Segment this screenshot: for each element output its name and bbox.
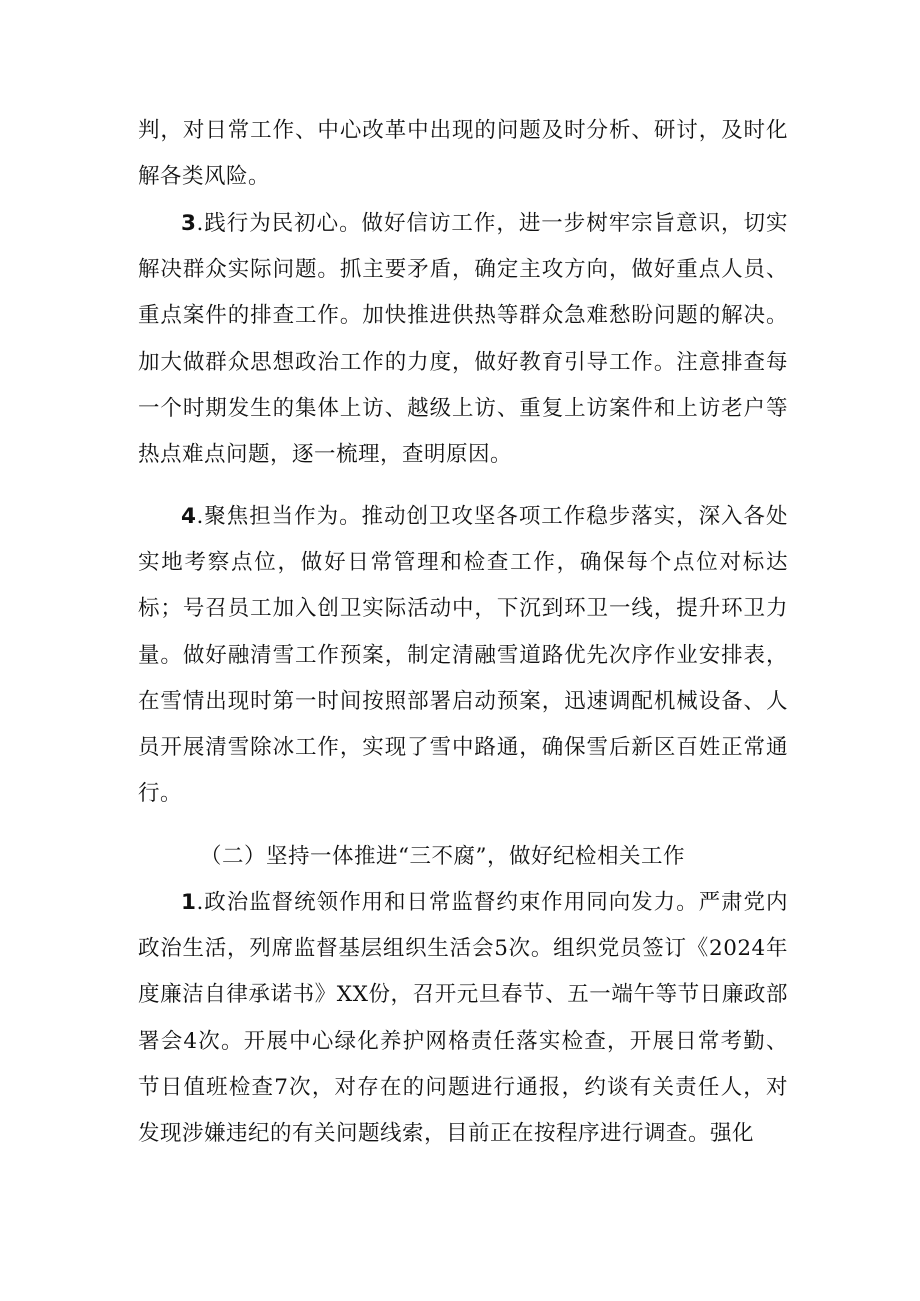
paragraph-number: 4 bbox=[181, 504, 197, 529]
paragraph-text: .聚焦担当作为。推动创卫攻坚各项工作稳步落实，深入各处实地考察点位，做好日常管理和检查工作，确保每个点位对标达标；号召员工加入创卫实际活动中，下沉到环卫一线，提升环卫力量。做好融清雪工作预案，制定清融雪道路优先次序作业安排表，在雪情出现时第一时间按照部署启动预案，迅速调配机械设备、人员开展清雪除冰工作，实现了雪中路通，确保雪后新区百姓正常通行。 bbox=[138, 504, 788, 807]
paragraph-continuation bbox=[138, 108, 788, 200]
paragraph-number: 1 bbox=[181, 890, 197, 915]
paragraph-3 bbox=[138, 201, 788, 478]
paragraph-text: 判，对日常工作、中心改革中出现的问题及时分析、研讨，及时化解各类风险。 bbox=[138, 118, 788, 190]
paragraph-number: 3 bbox=[181, 211, 197, 236]
paragraph-4 bbox=[138, 494, 788, 817]
paragraph-text: .践行为民初心。做好信访工作，进一步树牢宗旨意识，切实解决群众实际问题。抓主要矛盾，确定主攻方向，做好重点人员、重点案件的排查工作。加快推进供热等群众急难愁盼问题的解决。加大做群众思想政治工作的力度，做好教育引导工作。注意排查每一个时期发生的集体上访、越级上访、重复上访案件和上访老户等热点难点问题，逐一梳理，查明原因。 bbox=[138, 211, 788, 468]
paragraph-1 bbox=[138, 880, 788, 1157]
section-heading: （二）坚持一体推进“三不腐”，做好纪检相关工作 bbox=[200, 844, 685, 869]
paragraph-text: .政治监督统领作用和日常监督约束作用同向发力。严肃党内政治生活，列席监督基层组织生活会5次。组织党员签订《2024年度廉洁自律承诺书》XX份，召开元旦春节、五一端午等节日廉政部署会4次。开展中心绿化养护网格责任落实检查，开展日常考勤、节日值班检查7次，对存在的问题进行通报，约谈有关责任人，对发现涉嫌违纪的有关问题线索，目前正在按程序进行调查。强化 bbox=[138, 890, 788, 1147]
